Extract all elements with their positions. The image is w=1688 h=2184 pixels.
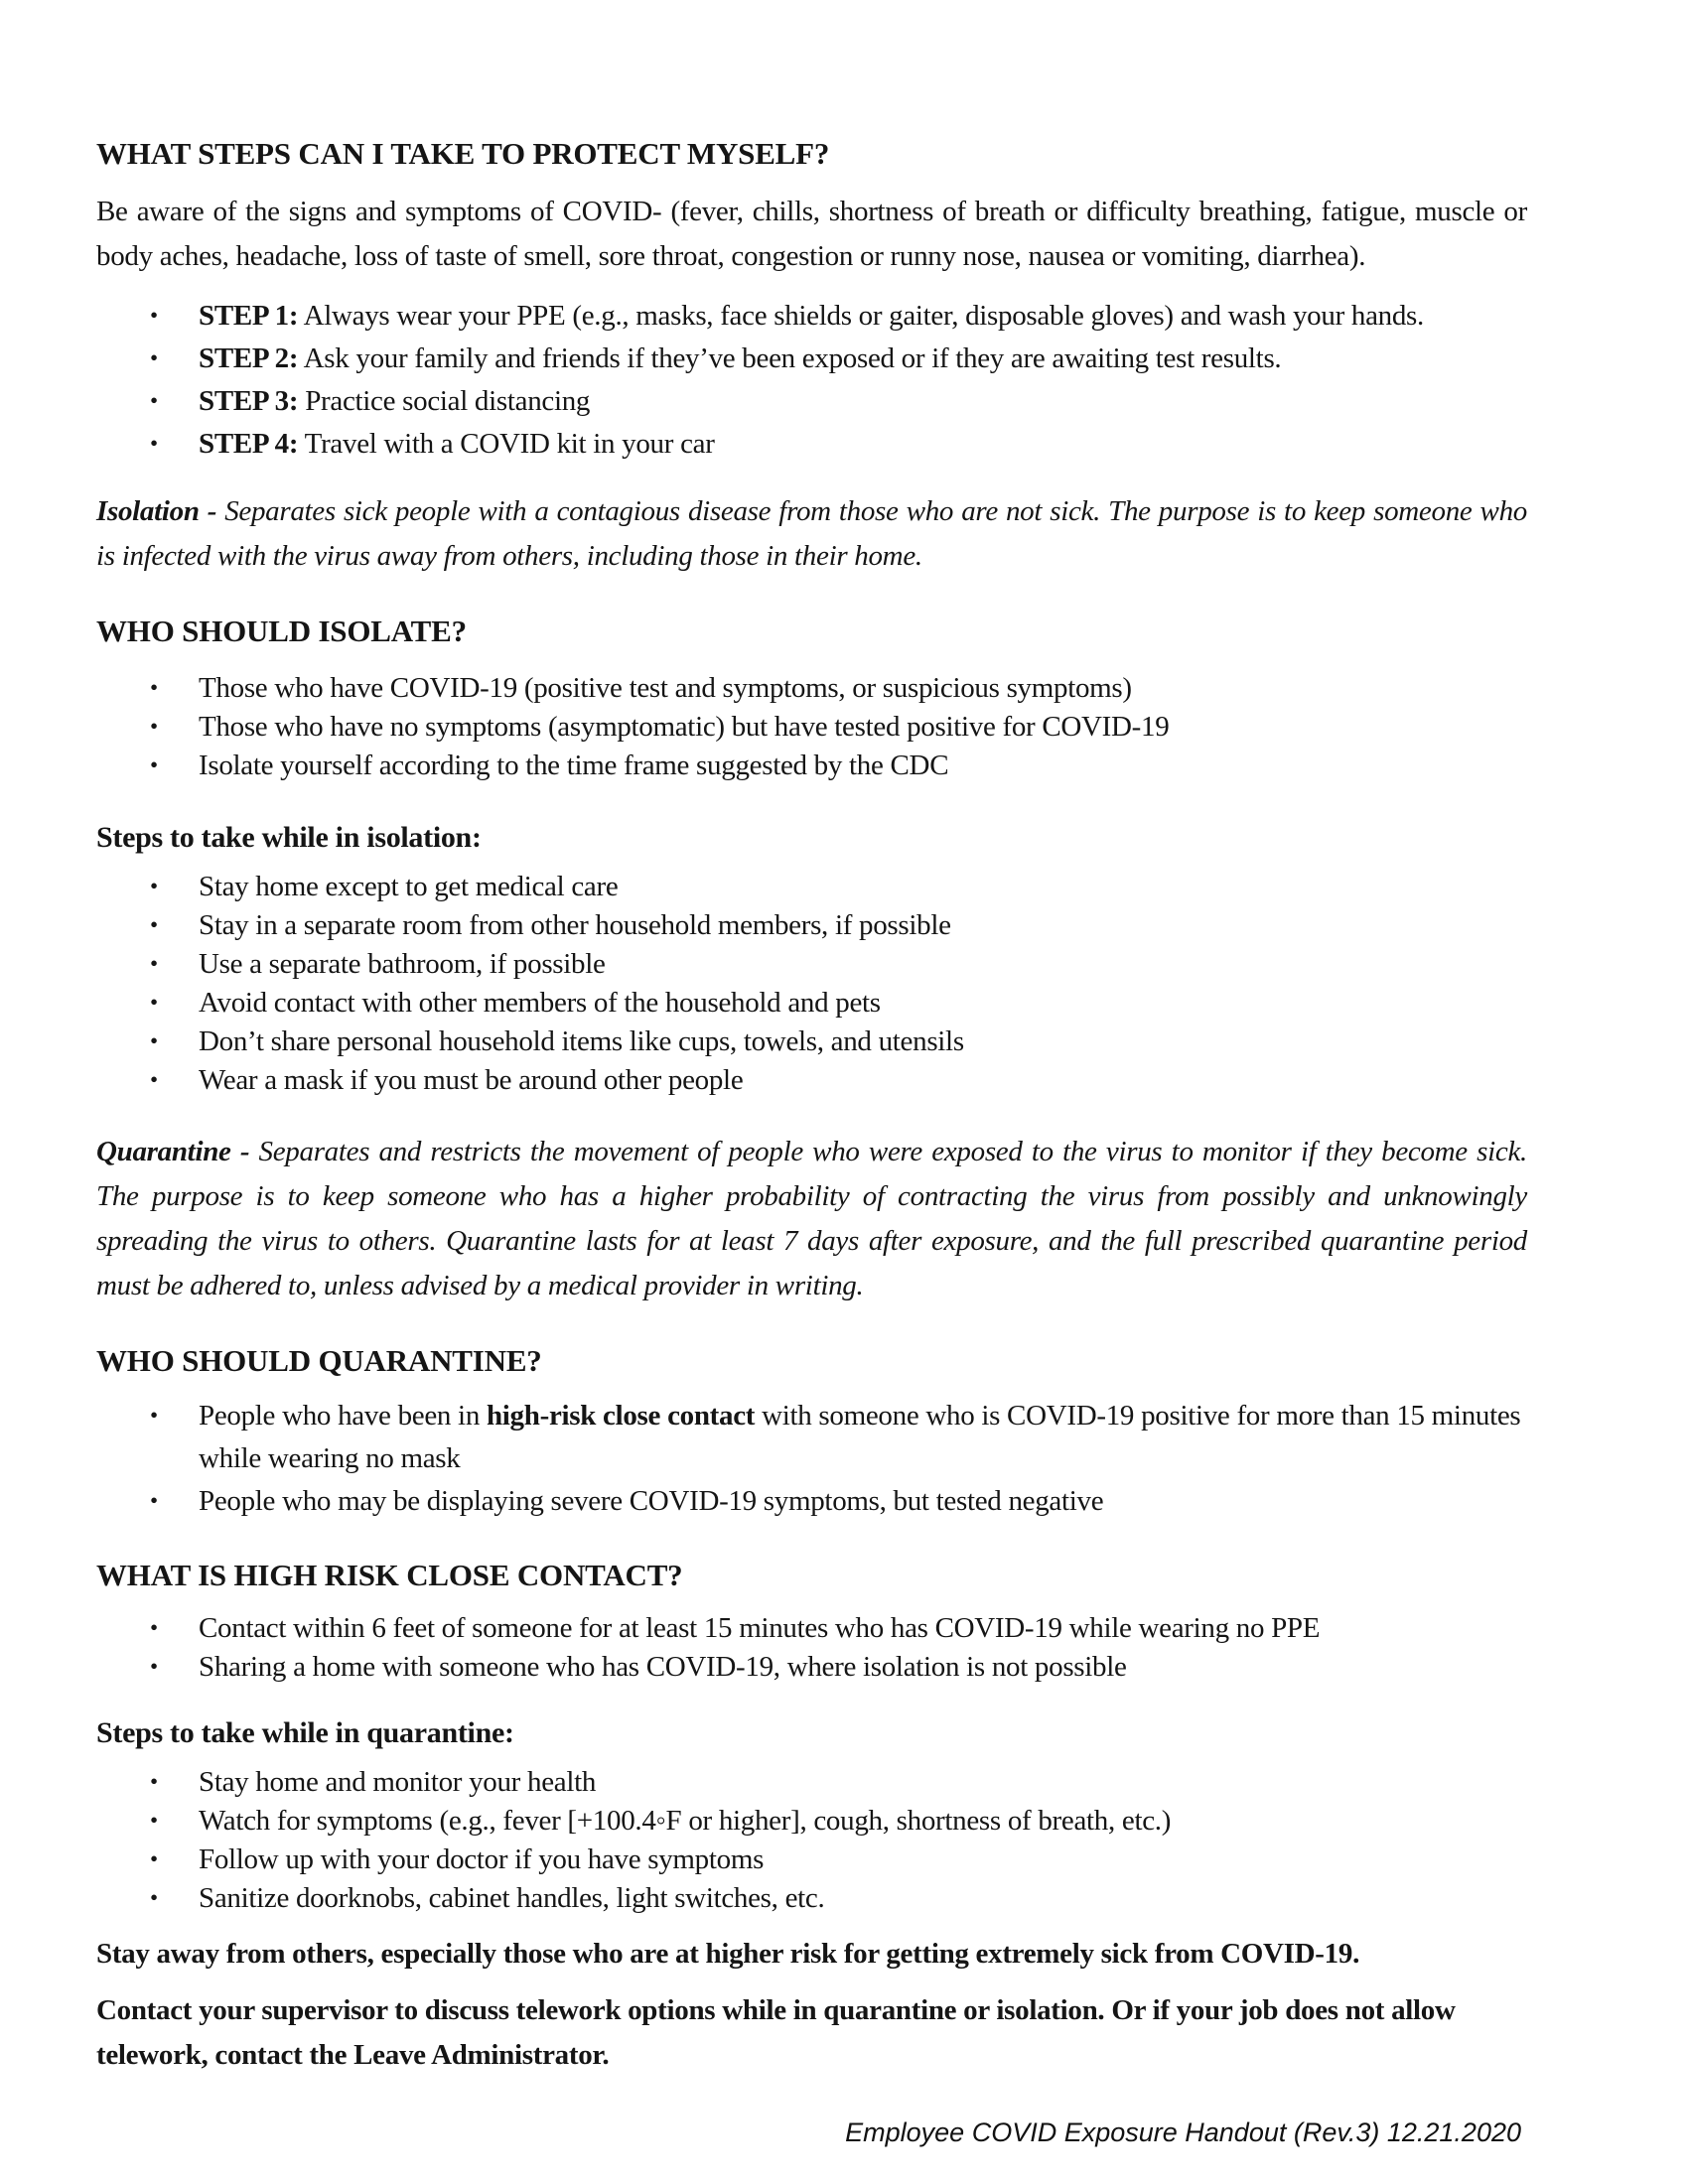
who-quarantine-list <box>96 1395 1527 1523</box>
step-label: STEP 1: <box>199 300 299 332</box>
closing-stay-away: Stay away from others, especially those who are at higher risk for getting extremely sick from COVID-19. <box>96 1938 1360 1970</box>
step-item <box>96 295 1527 338</box>
list-item: • Those who have no symptoms (asymptomatic) but have tested positive for COVID-19 <box>96 708 1527 747</box>
list-item: • Those who have COVID-19 (positive test and symptoms, or suspicious symptoms) <box>96 669 1527 708</box>
page-footer: Employee COVID Exposure Handout (Rev.3) 12.21.2020 <box>845 2117 1521 2147</box>
heading-who-should-quarantine: WHO SHOULD QUARANTINE? <box>96 1343 542 1378</box>
quarantine-definition <box>96 1130 1527 1308</box>
intro-paragraph: Be aware of the signs and symptoms of COVID- (fever, chills, shortness of breath or difficulty breathing, fatigue, muscle or body aches, headache, loss of taste of smell, sore throat, congestion or runny nose, nausea or vomiting, diarrhea). <box>96 196 1527 272</box>
subheading-isolation-steps: Steps to take while in isolation: <box>96 821 482 854</box>
definition-text: Separates and restricts the movement of people who were exposed to the virus to monitor if they become sick. The purpose is to keep someone who has a higher probability of contracting the virus from possibly and unknowingly spreading the virus to others. Quarantine lasts for at least 7 days after exposure, and the full prescribed quarantine period must be adhered to, unless advised by a medical provider in writing. <box>96 1136 1527 1301</box>
list-item: • Don’t share personal household items like cups, towels, and utensils <box>96 1023 1527 1061</box>
step-text: Always wear your PPE (e.g., masks, face shields or gaiter, disposable gloves) and wash your hands. <box>298 300 1424 332</box>
list-item: • Stay in a separate room from other household members, if possible <box>96 906 1527 945</box>
bullet-text-pre: People who have been in <box>199 1400 487 1432</box>
list-item: • Sharing a home with someone who has COVID-19, where isolation is not possible <box>96 1648 1527 1687</box>
isolation-steps-list <box>96 868 1527 1100</box>
step-text: Ask your family and friends if they’ve been exposed or if they are awaiting test results. <box>298 342 1282 374</box>
step-label: STEP 2: <box>199 342 299 374</box>
step-item <box>96 338 1527 380</box>
list-item: • Watch for symptoms (e.g., fever [+100.4◦F or higher], cough, shortness of breath, etc.) <box>96 1802 1527 1841</box>
step-label: STEP 3: <box>199 385 299 417</box>
quarantine-steps-list <box>96 1763 1527 1918</box>
list-item: • Stay home except to get medical care <box>96 868 1527 906</box>
list-item: • Sanitize doorknobs, cabinet handles, light switches, etc. <box>96 1879 1527 1918</box>
list-item: • Wear a mask if you must be around other people <box>96 1061 1527 1100</box>
heading-high-risk-close-contact: WHAT IS HIGH RISK CLOSE CONTACT? <box>96 1558 683 1592</box>
list-item <box>96 1395 1527 1480</box>
definition-term: Quarantine - <box>96 1136 250 1167</box>
closing-contact-supervisor: Contact your supervisor to discuss telework options while in quarantine or isolation. Or if your job does not allow telework, contact the Leave Administrator. <box>96 1994 1456 2071</box>
heading-who-should-isolate: WHO SHOULD ISOLATE? <box>96 614 467 648</box>
list-item: • Contact within 6 feet of someone for at least 15 minutes who has COVID-19 while wearing no PPE <box>96 1609 1527 1648</box>
step-label: STEP 4: <box>199 428 299 460</box>
step-item <box>96 380 1527 423</box>
list-item: • Isolate yourself according to the time frame suggested by the CDC <box>96 747 1527 785</box>
high-risk-list <box>96 1609 1527 1687</box>
list-item: • Follow up with your doctor if you have symptoms <box>96 1841 1527 1879</box>
protect-steps-list <box>96 295 1527 466</box>
list-item: • Stay home and monitor your health <box>96 1763 1527 1802</box>
step-text: Travel with a COVID kit in your car <box>298 428 715 460</box>
subheading-quarantine-steps: Steps to take while in quarantine: <box>96 1716 514 1749</box>
list-item: • Avoid contact with other members of the household and pets <box>96 984 1527 1023</box>
list-item: • People who may be displaying severe COVID-19 symptoms, but tested negative <box>96 1480 1527 1523</box>
step-text: Practice social distancing <box>298 385 591 417</box>
bullet-text-bold: high-risk close contact <box>486 1400 756 1432</box>
heading-protect-myself: WHAT STEPS CAN I TAKE TO PROTECT MYSELF? <box>96 136 830 171</box>
list-item: • Use a separate bathroom, if possible <box>96 945 1527 984</box>
definition-term: Isolation - <box>96 495 217 527</box>
definition-text: Separates sick people with a contagious disease from those who are not sick. The purpose is to keep someone who is infected with the virus away from others, including those in their home. <box>96 495 1527 572</box>
isolation-definition <box>96 489 1527 579</box>
bullet-text-post: with someone who is COVID-19 positive for more than 15 minutes while wearing no mask <box>199 1400 1521 1474</box>
who-isolate-list <box>96 669 1527 785</box>
step-item <box>96 423 1527 466</box>
